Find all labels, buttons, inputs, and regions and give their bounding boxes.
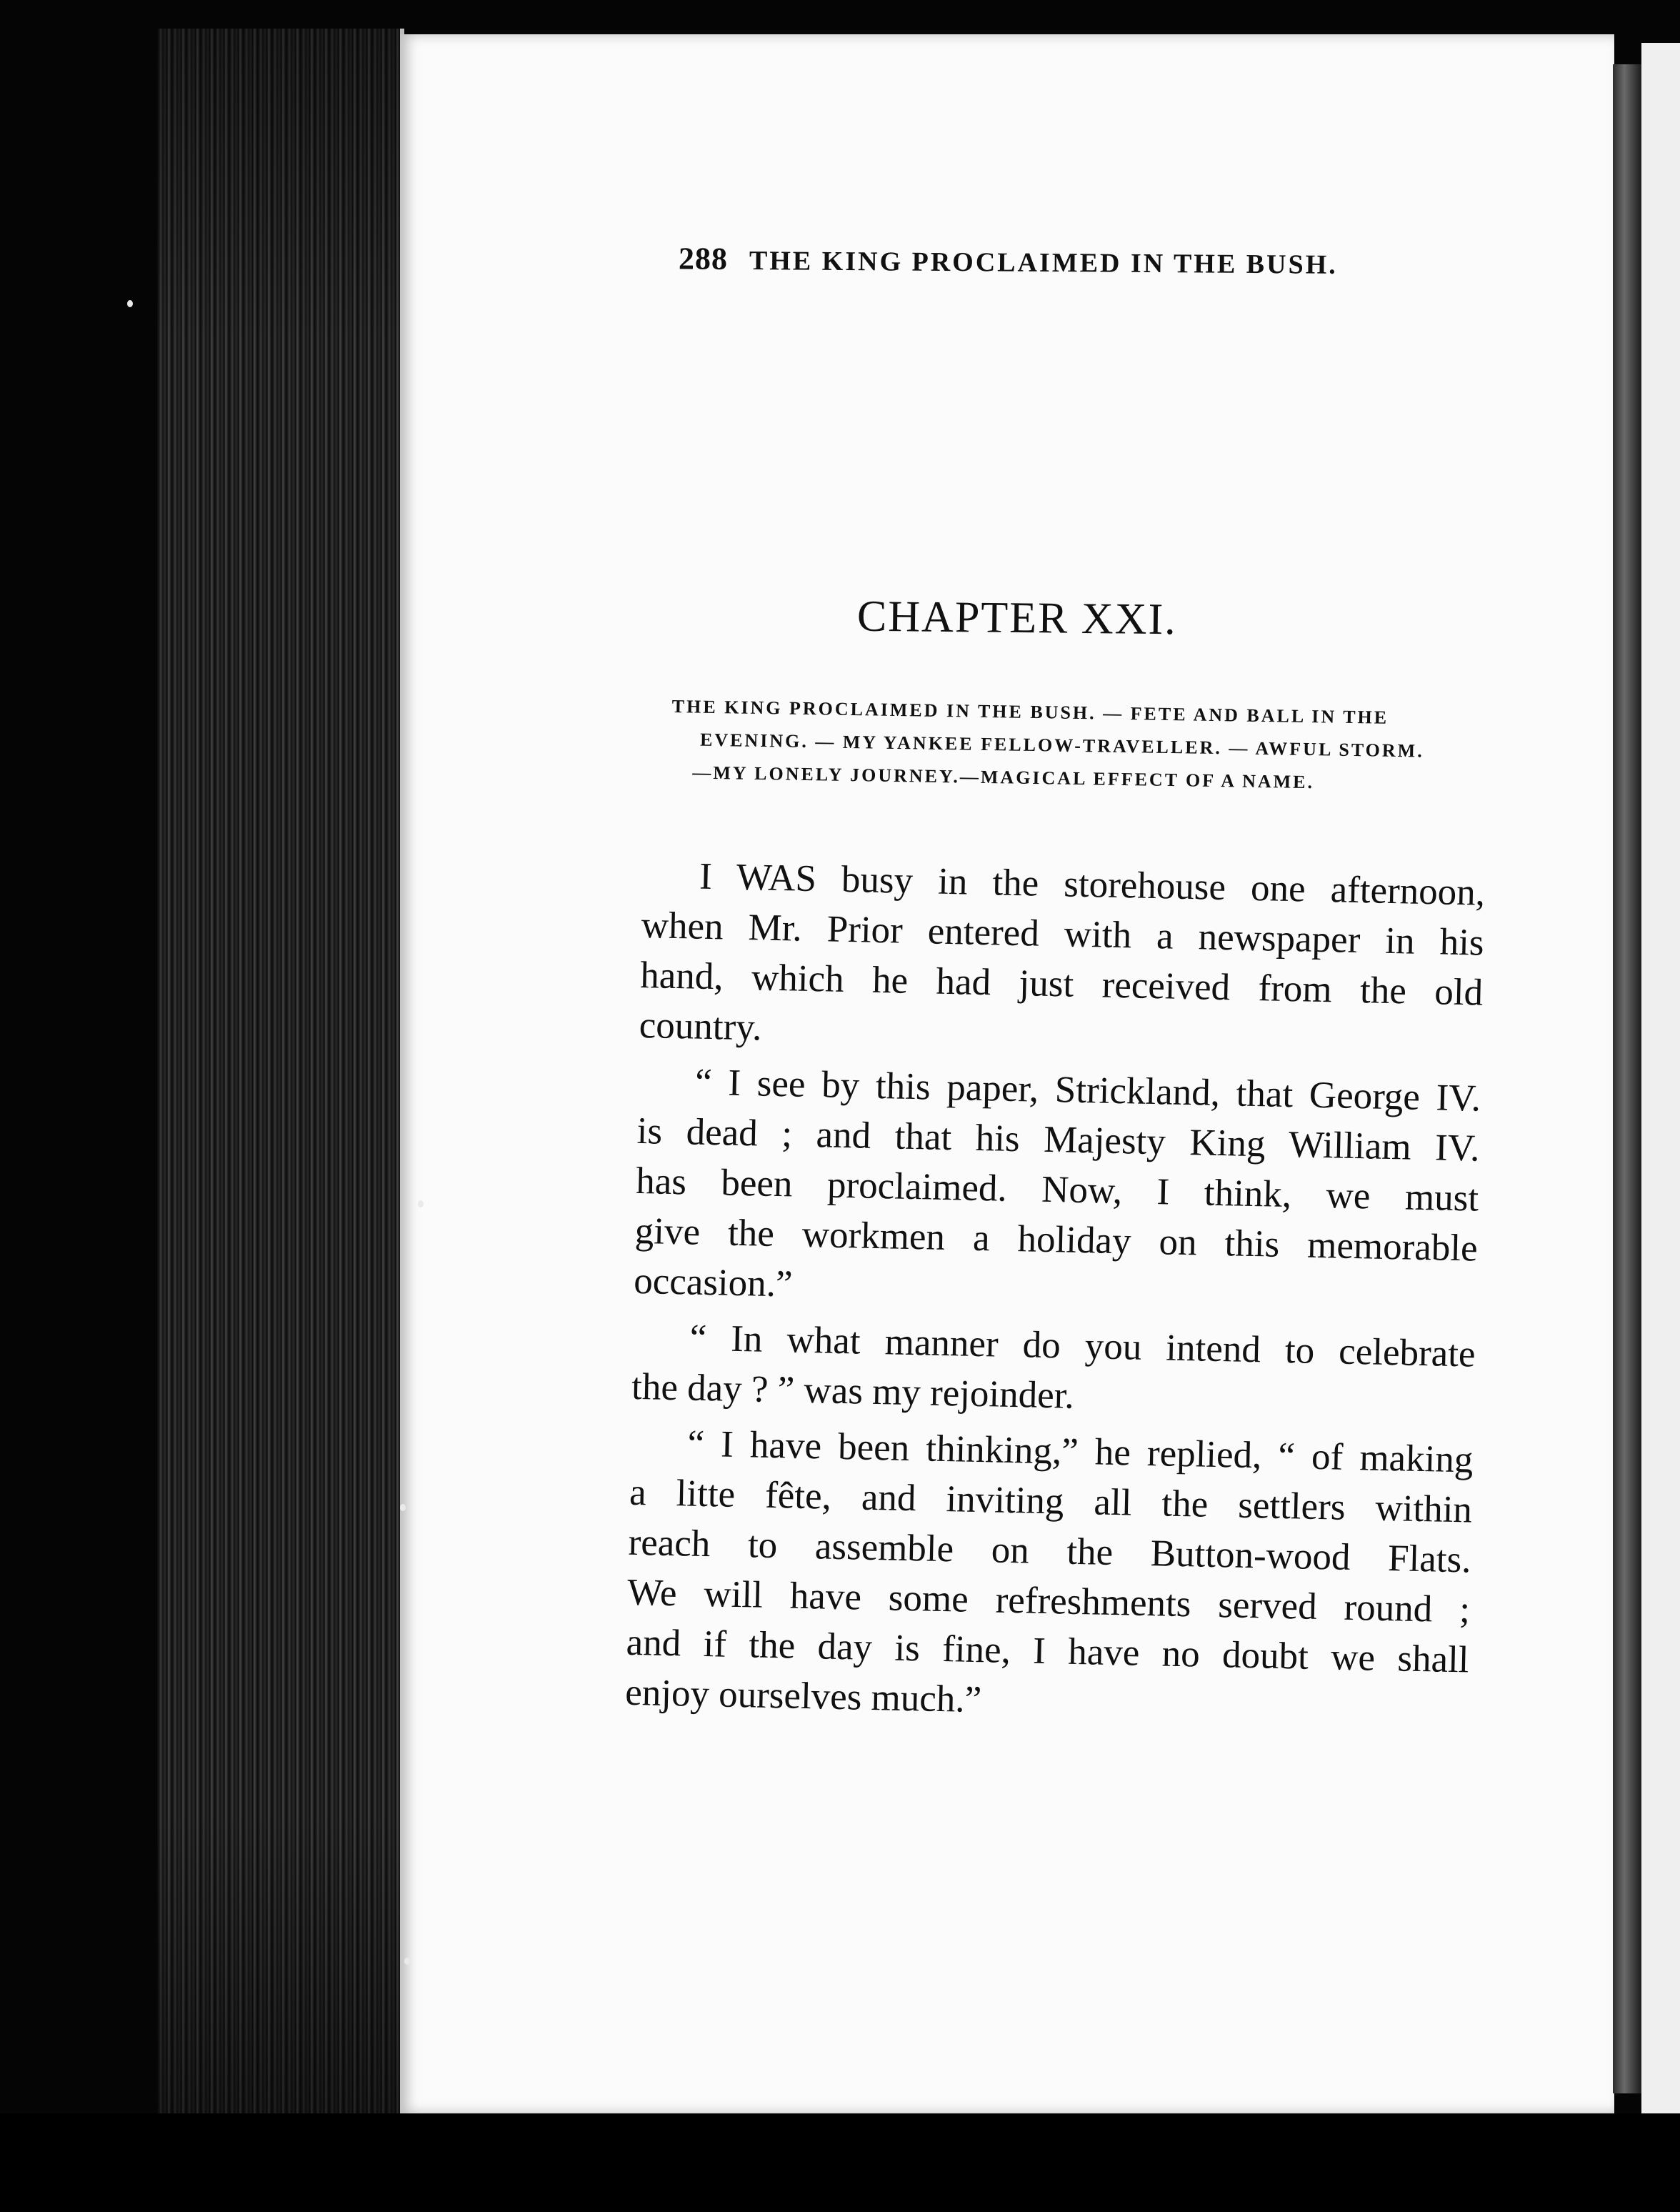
text-line: I WAS busy in the storehouse one afternoon,: [699, 855, 1486, 914]
text-line: “ I see by this paper, Strickland, that George IV.: [694, 1061, 1481, 1120]
text-line: a litte fête, and inviting all the settlers within: [629, 1471, 1473, 1531]
text-line: is dead ; and that his Majesty King William IV.: [636, 1110, 1481, 1170]
next-page-edge: [1641, 43, 1680, 2115]
paragraph: [639, 850, 1486, 1068]
text-line: the day ? ” was my rejoinder.: [631, 1365, 1075, 1417]
speck: [400, 1504, 406, 1511]
page-number: 288: [678, 241, 729, 276]
text-line: and if the day is fine, I have no doubt we shall: [626, 1621, 1470, 1681]
synopsis-line: EVENING. — MY YANKEE FELLOW-TRAVELLER. — AWFUL STORM.: [699, 729, 1424, 762]
synopsis-line: —MY LONELY JOURNEY.—MAGICAL EFFECT OF A NAME.: [692, 762, 1315, 793]
text-line: hand, which he had just received from the old: [639, 954, 1484, 1014]
text-line: We will have some refreshments served round ;: [626, 1571, 1471, 1631]
speck: [127, 300, 133, 307]
body-text: [624, 850, 1485, 1740]
synopsis-line: THE KING PROCLAIMED IN THE BUSH. — FETE AND BALL IN THE: [671, 696, 1389, 728]
text-line: occasion.”: [633, 1260, 794, 1305]
text-line: country.: [639, 1004, 763, 1049]
chapter-title: CHAPTER XXI.: [856, 592, 1178, 644]
text-line: enjoy ourselves much.”: [624, 1671, 982, 1721]
gutter-shadow: [1613, 64, 1641, 2093]
text-line: “ In what manner do you intend to celebrate: [689, 1317, 1476, 1375]
running-header: [679, 240, 1421, 282]
paragraph: [625, 1418, 1474, 1735]
text-line: “ I have been thinking,” he replied, “ of making: [687, 1423, 1474, 1481]
scan-background: [0, 2113, 1680, 2212]
paragraph: [634, 1056, 1481, 1324]
running-title: THE KING PROCLAIMED IN THE BUSH.: [749, 246, 1338, 280]
text-line: give the workmen a holiday on this memorable: [634, 1210, 1479, 1270]
speck: [404, 1958, 410, 1965]
paragraph: [631, 1312, 1476, 1430]
text-line: has been proclaimed. Now, I think, we must: [635, 1160, 1479, 1220]
text-line: reach to assemble on the Button-wood Flats.: [628, 1521, 1472, 1581]
chapter-synopsis: [664, 690, 1494, 802]
text-line: when Mr. Prior entered with a newspaper in his: [641, 904, 1485, 964]
book-page-edges: [157, 29, 404, 2129]
speck: [418, 1200, 424, 1207]
